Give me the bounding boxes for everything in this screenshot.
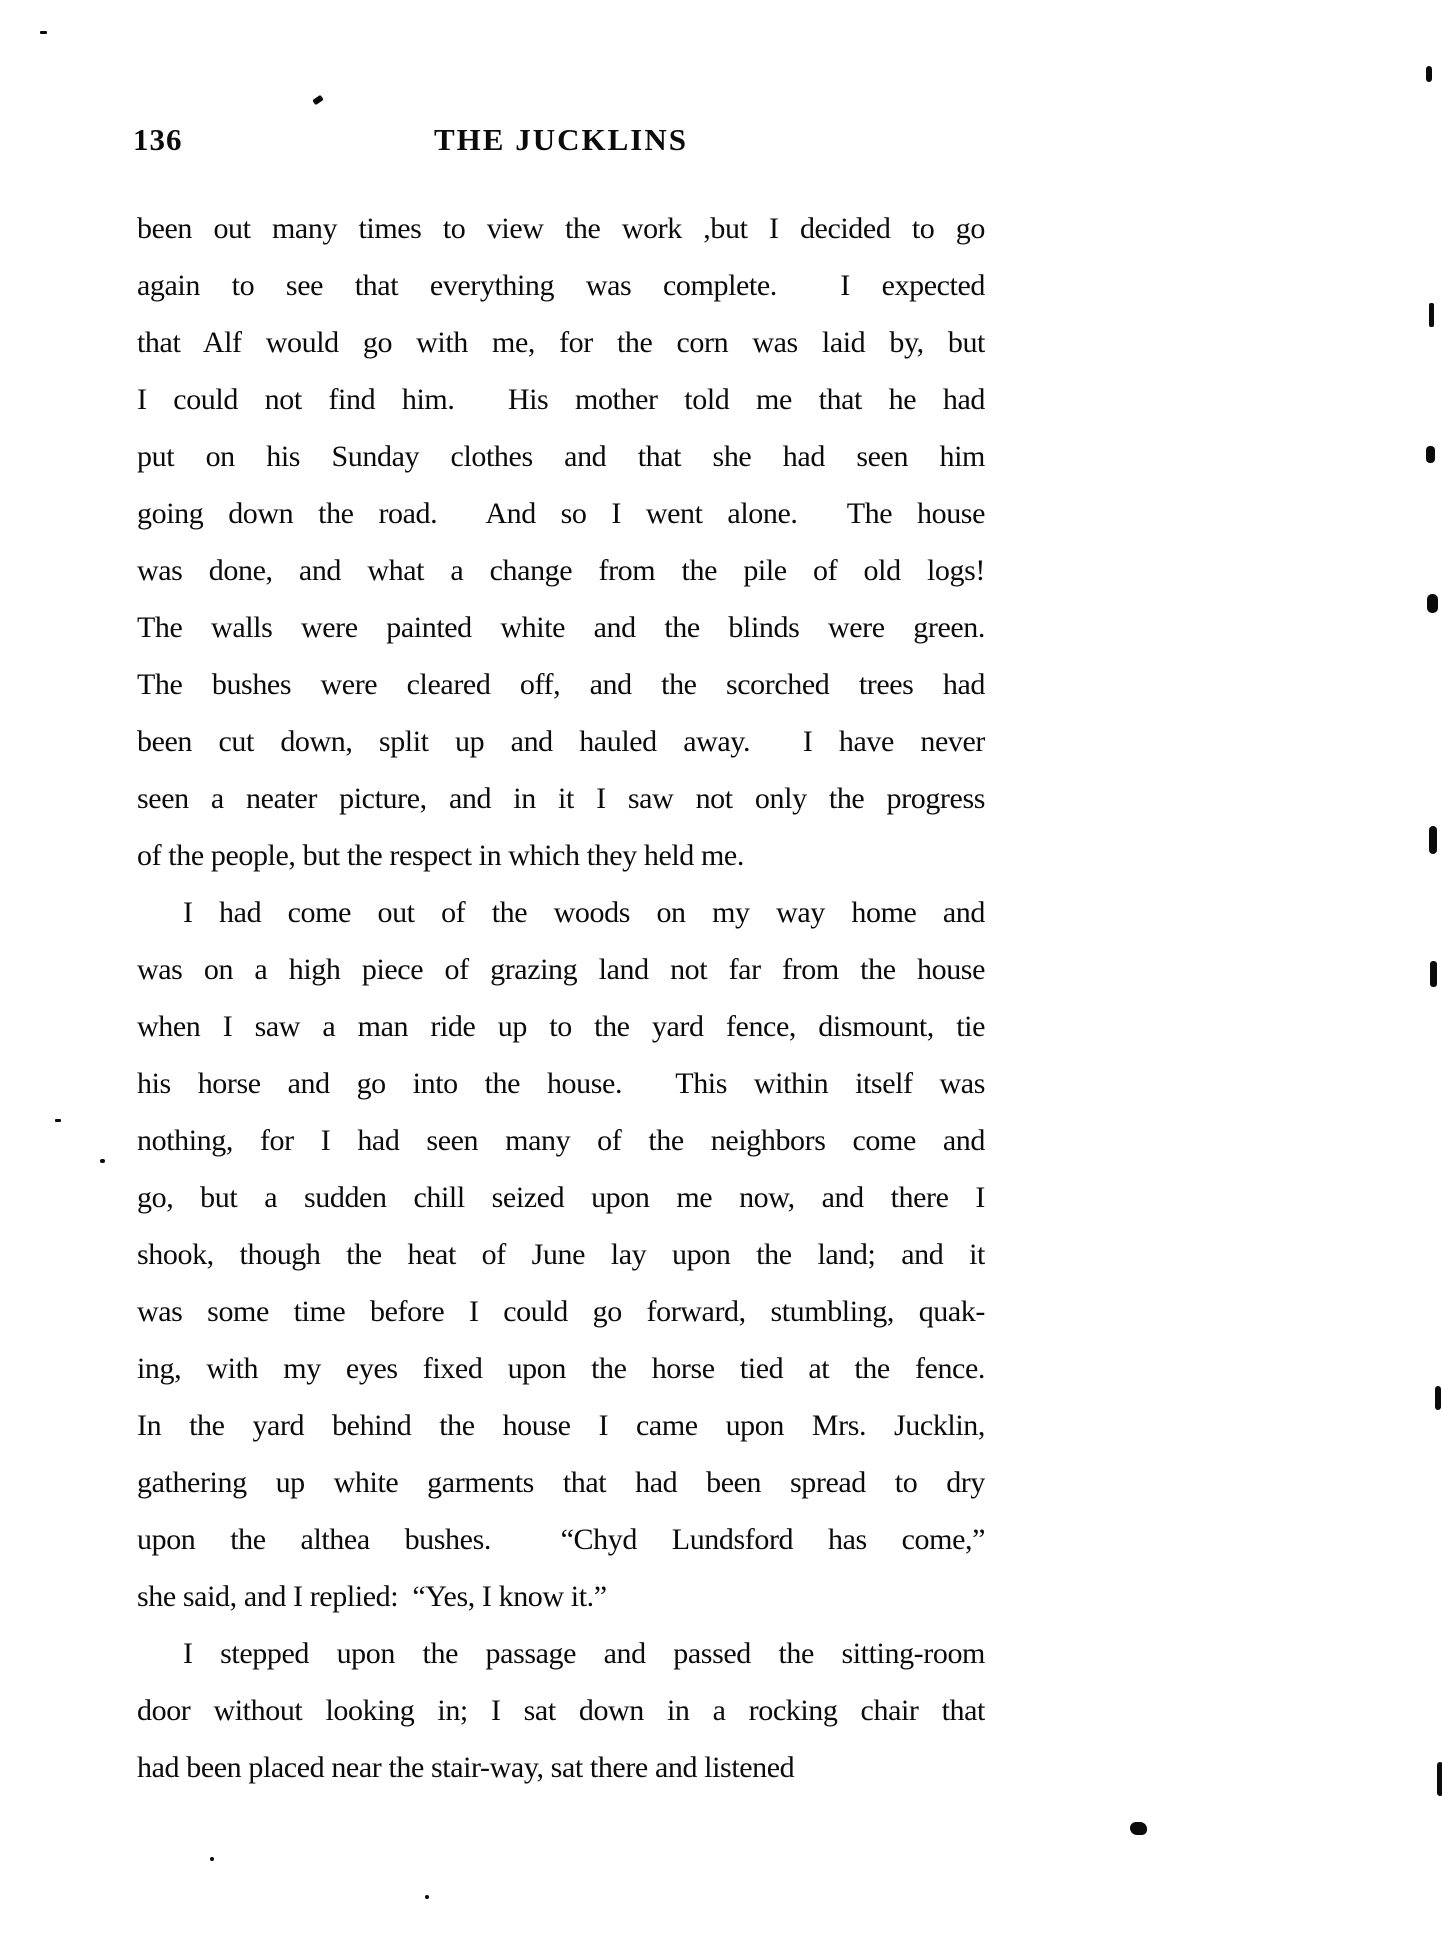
text-line: going down the road. And so I went alone. The house [137,497,985,530]
text-line: go, but a sudden chill seized upon me now, and there I [137,1181,985,1214]
ink-speck [1130,1822,1147,1835]
text-line: The walls were painted white and the blinds were green. [137,611,985,644]
ink-speck [40,31,47,34]
ink-speck [1427,594,1438,613]
text-line: was some time before I could go forward, stumbling, quak- [137,1295,985,1328]
text-line: I stepped upon the passage and passed the sitting-room [183,1637,985,1670]
ink-speck [1429,303,1434,327]
text-line: had been placed near the stair-way, sat there and listened [137,1751,795,1784]
text-line: been out many times to view the work ,but I decided to go [137,212,985,245]
text-line: The bushes were cleared off, and the scorched trees had [137,668,985,701]
text-line: In the yard behind the house I came upon Mrs. Jucklin, [137,1409,985,1442]
text-line: been cut down, split up and hauled away. I have never [137,725,985,758]
text-line: of the people, but the respect in which they held me. [137,839,744,872]
text-line: was on a high piece of grazing land not far from the house [137,953,985,986]
ink-speck [210,1857,214,1861]
text-line: she said, and I replied: “Yes, I know it.” [137,1580,607,1613]
text-line: seen a neater picture, and in it I saw not only the progress [137,782,985,815]
ink-speck [1429,826,1437,854]
ink-speck [1435,1386,1441,1410]
running-header [133,122,985,158]
running-header-title: THE JUCKLINS [434,122,688,157]
ink-speck [1430,961,1437,987]
page-body-text [137,200,985,1796]
text-line: ing, with my eyes fixed upon the horse tied at the fence. [137,1352,985,1385]
text-line: door without looking in; I sat down in a rocking chair that [137,1694,985,1727]
text-line: I had come out of the woods on my way home and [183,896,985,929]
ink-speck [55,1119,61,1122]
text-line: that Alf would go with me, for the corn was laid by, but [137,326,985,359]
text-line: upon the althea bushes. “Chyd Lundsford has come,” [137,1523,985,1556]
text-line: gathering up white garments that had been spread to dry [137,1466,985,1499]
ink-speck [1437,1762,1442,1796]
ink-speck [100,1159,105,1163]
ink-speck [312,95,324,106]
page-number: 136 [133,122,183,157]
text-line: put on his Sunday clothes and that she had seen him [137,440,985,473]
text-line: was done, and what a change from the pile of old logs! [137,554,985,587]
ink-speck [1426,66,1432,82]
ink-speck [425,1895,429,1899]
text-line: nothing, for I had seen many of the neighbors come and [137,1124,985,1157]
text-line: shook, though the heat of June lay upon the land; and it [137,1238,985,1271]
text-line: I could not find him. His mother told me that he had [137,383,985,416]
text-line: his horse and go into the house. This within itself was [137,1067,985,1100]
ink-speck [1426,446,1435,463]
text-line: when I saw a man ride up to the yard fence, dismount, tie [137,1010,985,1043]
text-line: again to see that everything was complete. I expected [137,269,985,302]
